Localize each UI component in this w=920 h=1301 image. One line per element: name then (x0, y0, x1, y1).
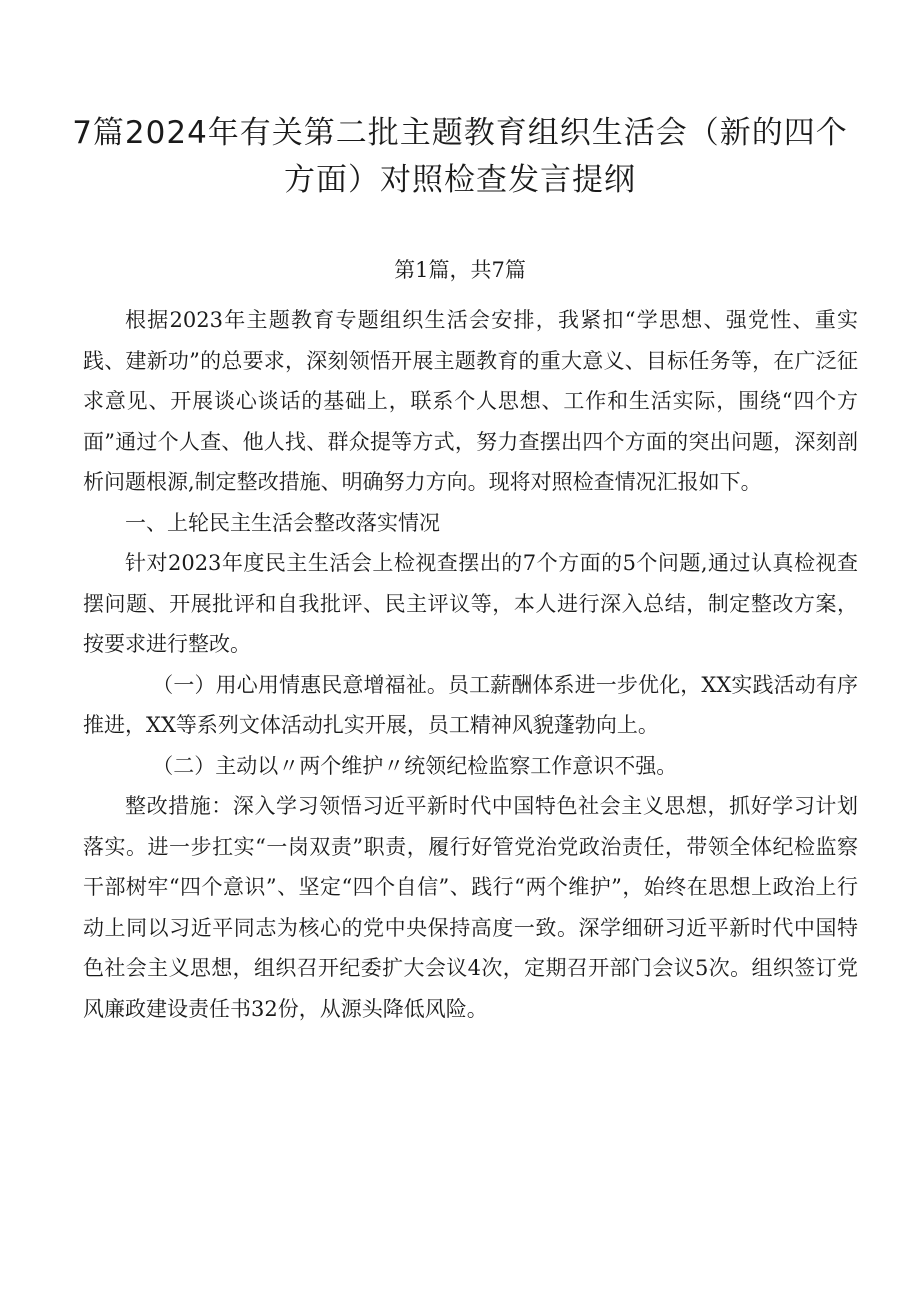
paragraph-measures: 整改措施：深入学习领悟习近平新时代中国特色社会主义思想，抓好学习计划落实。进一步扛实“一岗双责”职责，履行好管党治党政治责任，带领全体纪检监察干部树牢“四个意识”、坚定“四个自信”、践行“两个维护”，始终在思想上政治上行动上同以习近平同志为核心的党中央保持高度一致。深学细研习近平新时代中国特色社会主义思想，组织召开纪委扩大会议4次，定期召开部门会议5次。组织签订党风廉政建设责任书32份，从源头降低风险。 (83, 794, 858, 1021)
section-label: 第1篇，共7篇 (394, 258, 526, 282)
paragraph-item-2: （二）主动以〃两个维护〃统领纪检监察工作意识不强。 (152, 753, 678, 778)
paragraph-summary: 针对2023年度民主生活会上检视查摆出的7个方面的5个问题,通过认真检视查摆问题、开展批评和自我批评、民主评议等，本人进行深入总结，制定整改方案，按要求进行整改。 (83, 551, 858, 656)
paragraph-intro: 根据2023年主题教育专题组织生活会安排，我紧扣“学思想、强党性、重实践、建新功”的总要求，深刻领悟开展主题教育的重大意义、目标任务等，在广泛征求意见、开展谈心谈话的基础上，联系个人思想、工作和生活实际，围绕“四个方面”通过个人查、他人找、群众提等方式，努力查摆出四个方面的突出问题，深刻剖析问题根源,制定整改措施、明确努力方向。现将对照检查情况汇报如下。 (83, 308, 858, 494)
section-heading: 一、上轮民主生活会整改落实情况 (125, 510, 440, 535)
document-title-line-1: 7篇2024年有关第二批主题教育组织生活会（新的四个 (72, 115, 848, 151)
document-title-line-2: 方面）对照检查发言提纲 (284, 162, 636, 198)
document-body (83, 300, 858, 1029)
paragraph-item-1: （一）用心用情惠民意增福祉。员工薪酬体系进一步优化，XX实践活动有序推进，XX等系列文体活动扎实开展，员工精神风貌蓬勃向上。 (83, 672, 858, 737)
